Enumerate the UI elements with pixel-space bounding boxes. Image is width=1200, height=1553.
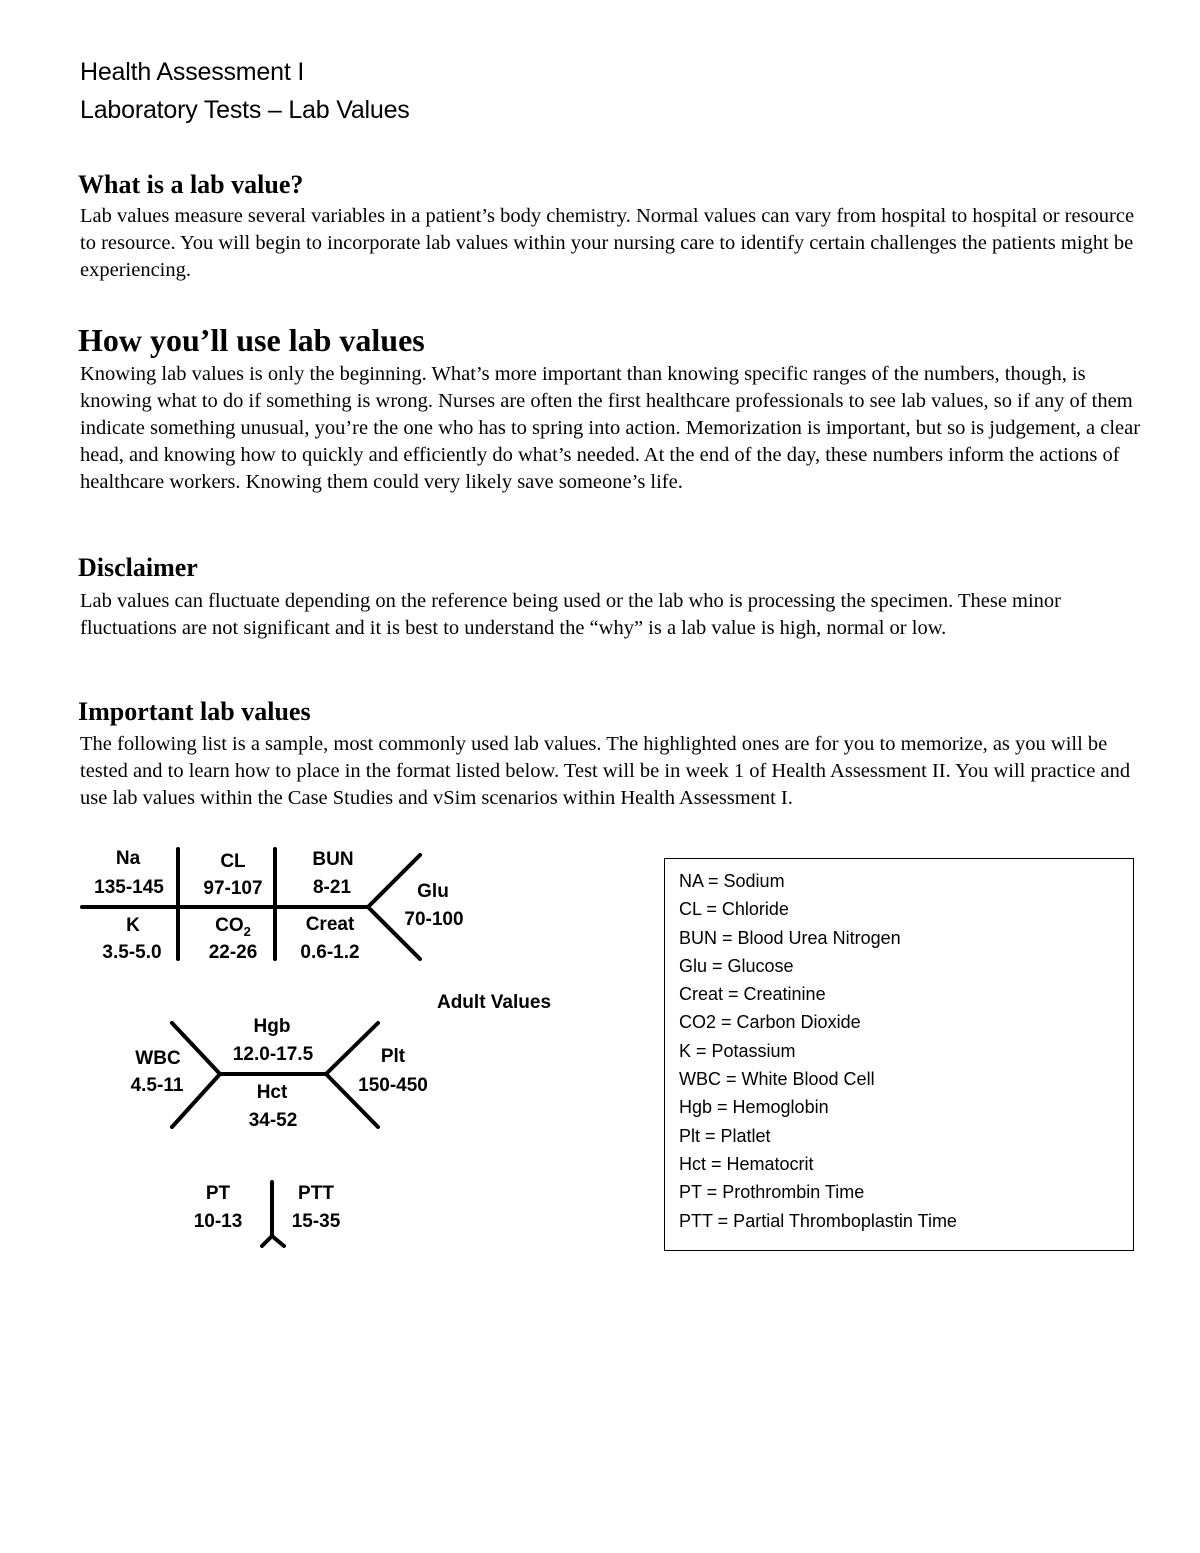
ptt-label: PTT bbox=[298, 1183, 334, 1204]
paragraph-what-is-lab-value: Lab values measure several variables in a patient’s body chemistry. Normal values can vary from hospital to hospital or resource to resource. You will begin to incorporate lab values within your nursing care to identify certain challenges the patients might be experiencing. bbox=[80, 205, 1135, 281]
paragraph-how-use-lab-values: Knowing lab values is only the beginning. What’s more important than knowing specific ranges of the numbers, though, is knowing what to do if something is wrong. Nurses are often the first healthcare professionals to see lab values, so if any of them indicate something unusual, you’re the one who has to spring into action. Memorization is important, but so is judgement, a clear head, and knowing how to quickly and efficiently do what’s needed. At the end of the day, these numbers inform the actions of healthcare workers. Knowing them could very likely save someone’s life. bbox=[80, 363, 1141, 493]
plt-label: Plt bbox=[380, 1046, 406, 1067]
glu-value: 70-100 bbox=[404, 909, 464, 930]
na-value: 135-145 bbox=[94, 877, 164, 898]
paragraph-important-lab-values: The following list is a sample, most commonly used lab values. The highlighted ones are for you to memorize, as you will be tested and to learn how to place in the format listed below. Test will be in week 1 of Health Assessment II. You will practice and use lab values within the Case Studies and vSim scenarios within Health Assessment I. bbox=[80, 733, 1131, 809]
adult-values-label: Adult Values bbox=[436, 992, 552, 1013]
document-title: Health Assessment I bbox=[80, 58, 305, 86]
document-subtitle: Laboratory Tests – Lab Values bbox=[80, 96, 410, 124]
wbc-label: WBC bbox=[135, 1048, 181, 1069]
co2-label: $CO_2$ bbox=[215, 915, 251, 939]
legend-item: NA = Sodium bbox=[679, 871, 785, 891]
legend-item: WBC = White Blood Cell bbox=[679, 1069, 875, 1090]
legend-item: PT = Prothrombin Time bbox=[679, 1182, 865, 1203]
heading-disclaimer: Disclaimer bbox=[78, 553, 198, 582]
legend-item: Glu = Glucose bbox=[679, 955, 794, 976]
legend-item: CO2 = Carbon Dioxide bbox=[679, 1012, 861, 1033]
heading-what-is-lab-value: What is a lab value? bbox=[78, 170, 304, 199]
legend-item: Hgb = Hemoglobin bbox=[679, 1097, 829, 1118]
pt-value: 10-13 bbox=[193, 1211, 243, 1232]
legend-item: CL = Chloride bbox=[679, 899, 789, 920]
coag-diagram bbox=[262, 1182, 284, 1246]
ptt-value: 15-35 bbox=[291, 1211, 341, 1232]
legend-item: PTT = Partial Thromboplastin Time bbox=[679, 1210, 957, 1231]
co2-value: 22-26 bbox=[208, 942, 258, 963]
paragraph-disclaimer: Lab values can fluctuate depending on the reference being used or the lab who is processing the specimen. These minor fluctuations are not significant and it is best to understand the “why” is a lab value is high, normal or low. bbox=[80, 590, 1062, 639]
na-label: Na bbox=[115, 848, 141, 869]
legend-item: Hct = Hematocrit bbox=[679, 1153, 814, 1174]
lab-values-diagrams bbox=[0, 840, 640, 1260]
hgb-value: 12.0-17.5 bbox=[232, 1044, 314, 1065]
heading-important-lab-values: Important lab values bbox=[78, 697, 311, 726]
k-value: 3.5-5.0 bbox=[102, 942, 162, 963]
plt-value: 150-450 bbox=[358, 1075, 428, 1096]
wbc-value: 4.5-11 bbox=[130, 1075, 184, 1096]
k-label: K bbox=[126, 915, 140, 936]
pt-label: PT bbox=[205, 1183, 231, 1204]
bun-value: 8-21 bbox=[312, 877, 352, 898]
hgb-label: Hgb bbox=[253, 1016, 291, 1037]
hct-value: 34-52 bbox=[248, 1110, 298, 1131]
legend-item: Plt = Platlet bbox=[679, 1125, 771, 1146]
cl-label: CL bbox=[220, 851, 246, 872]
hct-label: Hct bbox=[256, 1082, 288, 1103]
creat-value: 0.6-1.2 bbox=[300, 942, 360, 963]
creat-label: Creat bbox=[305, 914, 355, 935]
bun-label: BUN bbox=[312, 849, 354, 870]
legend-item: K = Potassium bbox=[679, 1040, 796, 1061]
glu-label: Glu bbox=[417, 881, 449, 902]
legend-item: BUN = Blood Urea Nitrogen bbox=[679, 927, 901, 948]
heading-how-use-lab-values: How you’ll use lab values bbox=[78, 322, 425, 358]
legend-item: Creat = Creatinine bbox=[679, 984, 826, 1005]
cl-value: 97-107 bbox=[203, 878, 263, 899]
abbreviation-legend bbox=[664, 858, 1134, 1251]
